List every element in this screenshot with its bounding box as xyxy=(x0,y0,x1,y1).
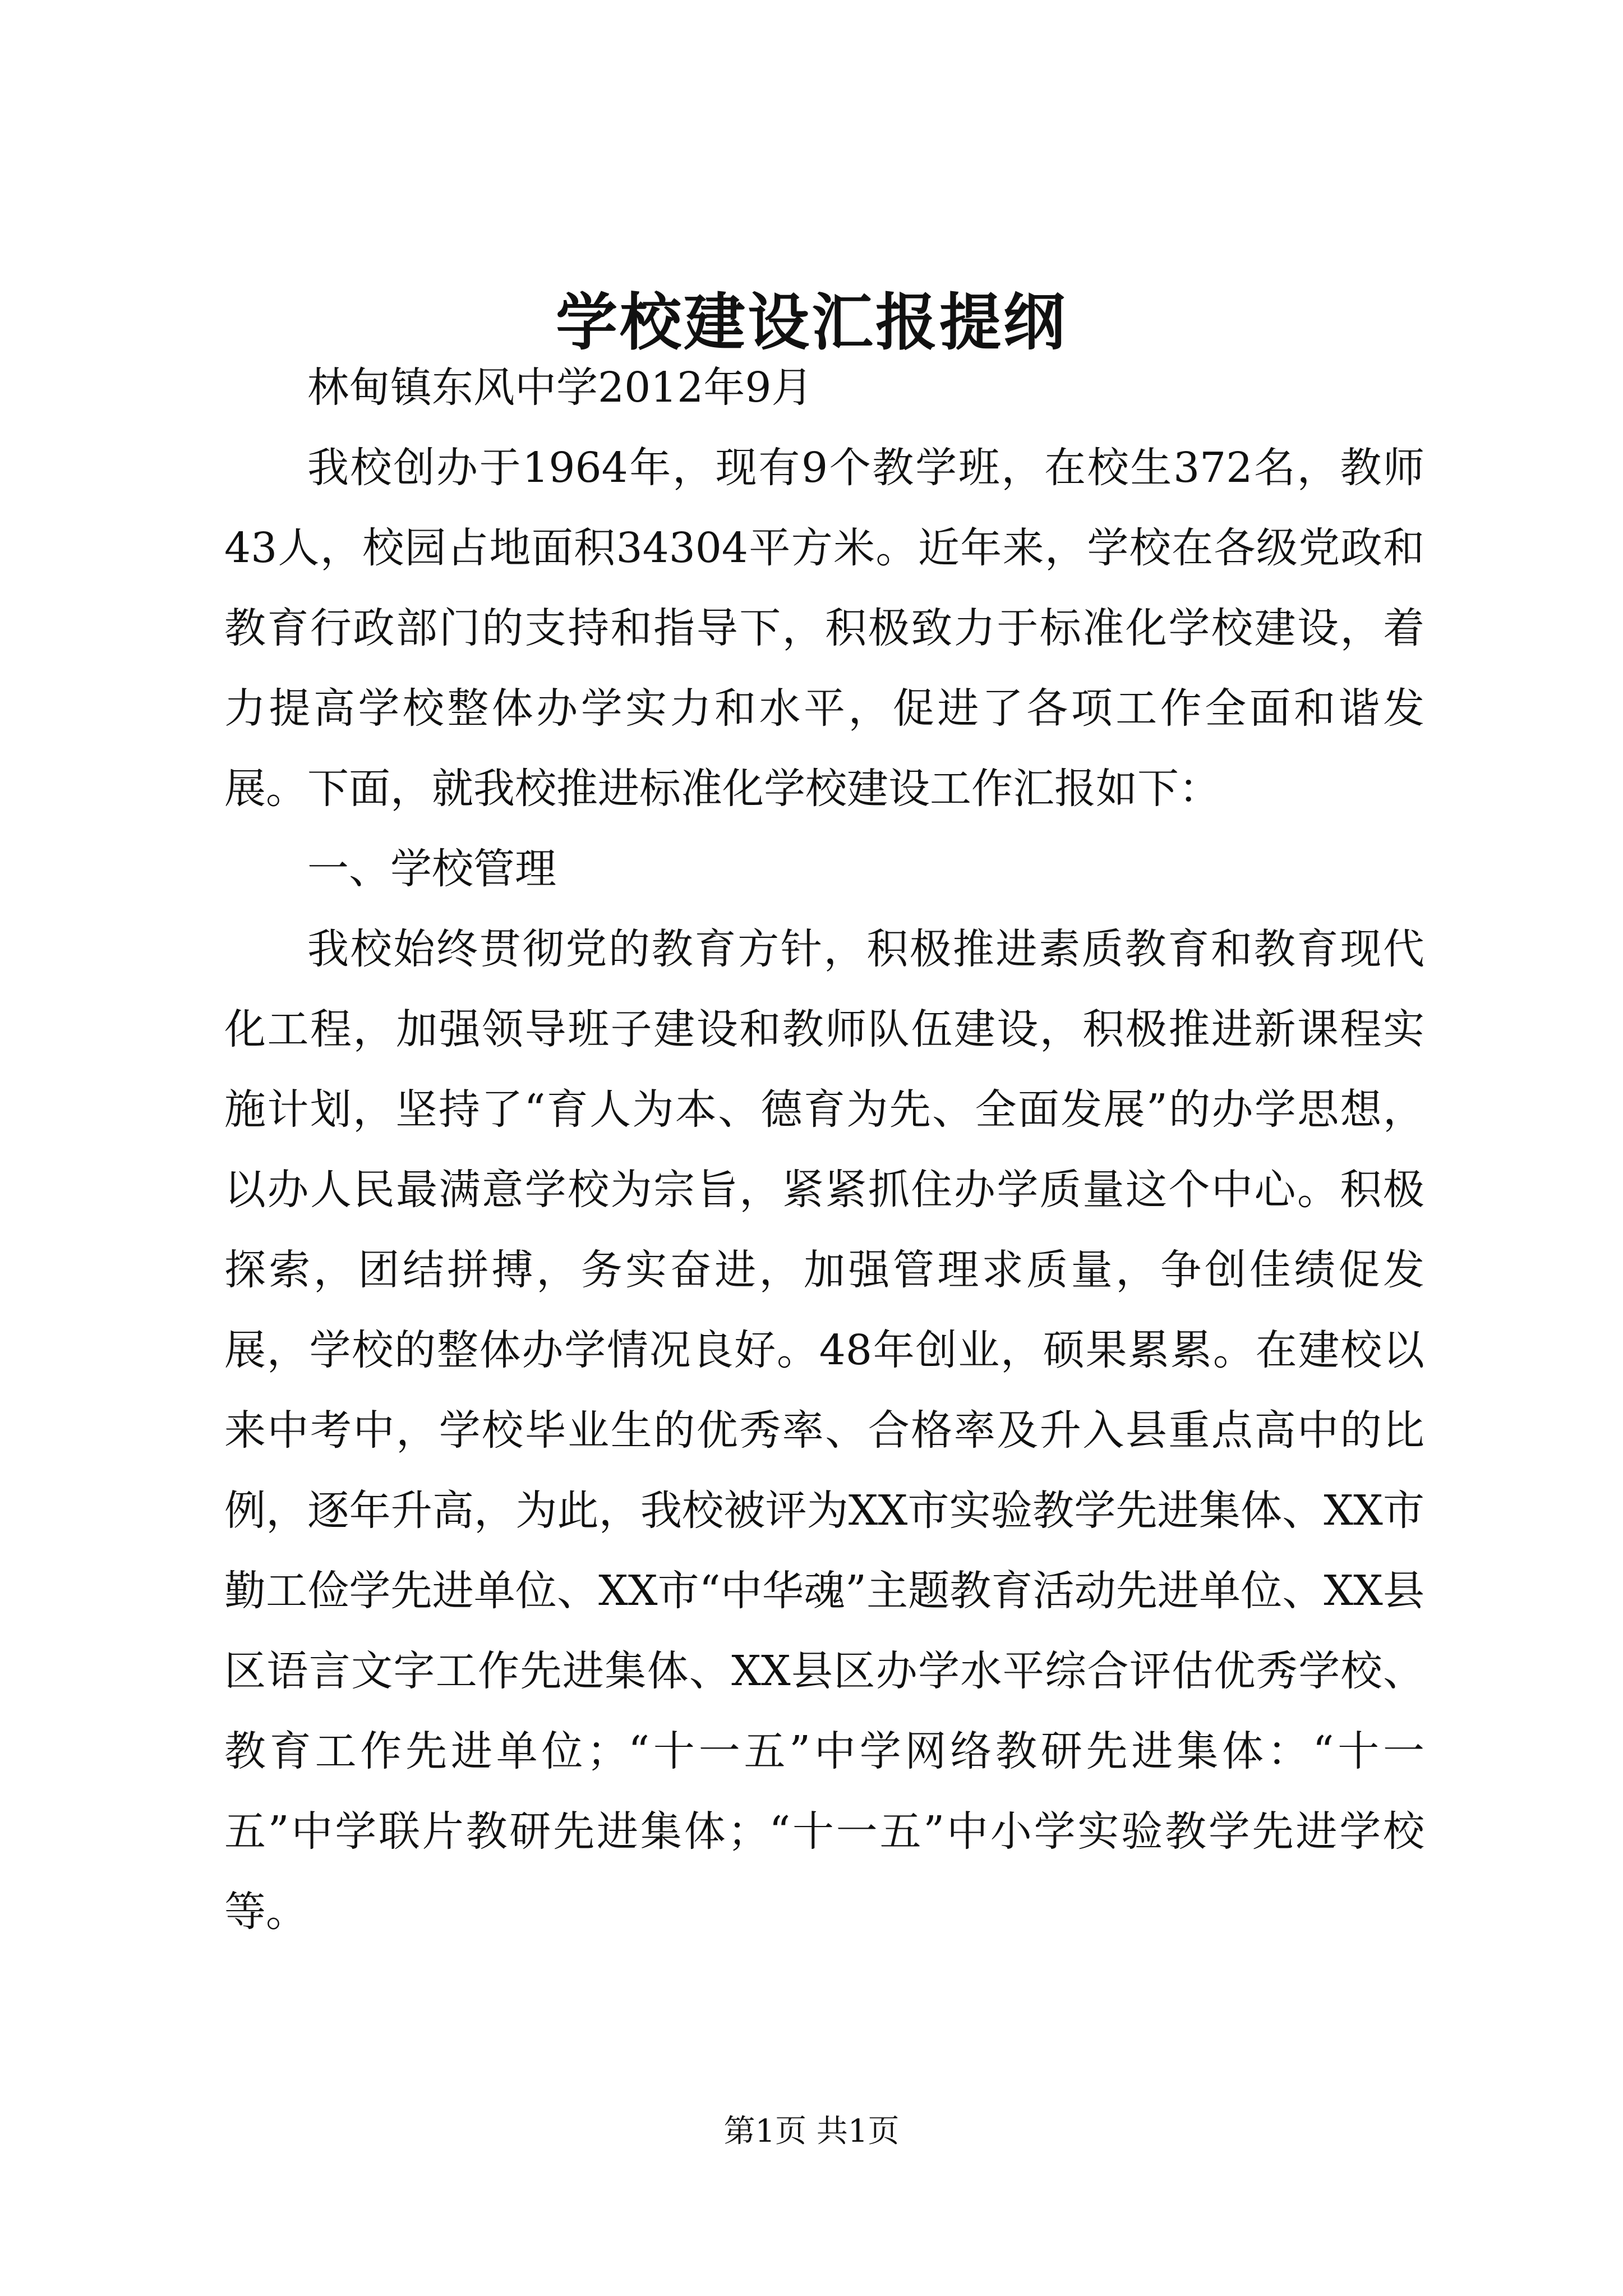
page-footer: 第1页 共1页 xyxy=(723,2113,900,2150)
document-title: 学校建设汇报提纲 xyxy=(556,286,1067,358)
paragraph-intro: 我校创办于1964年，现有9个教学班，在校生372名，教师43人，校园占地面积34304平方米。近年来，学校在各级党政和教育行政部门的支持和指导下，积极致力于标准化学校建设，着力提高学校整体办学实力和水平，促进了各项工作全面和谐发展。下面，就我校推进标准化学校建设工作汇报如下： xyxy=(224,444,1424,813)
byline: 林甸镇东风中学2012年9月 xyxy=(307,364,813,412)
document-body xyxy=(224,348,1424,1952)
paragraph-management: 我校始终贯彻党的教育方针，积极推进素质教育和教育现代化工程，加强领导班子建设和教师队伍建设，积极推进新课程实施计划，坚持了“育人为本、德育为先、全面发展”的办学思想，以办人民最满意学校为宗旨，紧紧抓住办学质量这个中心。积极探索，团结拼搏，务实奋进，加强管理求质量，争创佳绩促发展，学校的整体办学情况良好。48年创业，硕果累累。在建校以来中考中，学校毕业生的优秀率、合格率及升入县重点高中的比例，逐年升高，为此，我校被评为XX市实验教学先进集体、XX市勤工俭学先进单位、XX市“中华魂”主题教育活动先进单位、XX县区语言文字工作先进集体、XX县区办学水平综合评估优秀学校、教育工作先进单位；“十一五”中学网络教研先进集体：“十一五”中学联片教研先进集体；“十一五”中小学实验教学先进学校等。 xyxy=(224,925,1424,1936)
section-heading: 一、学校管理 xyxy=(307,845,556,893)
